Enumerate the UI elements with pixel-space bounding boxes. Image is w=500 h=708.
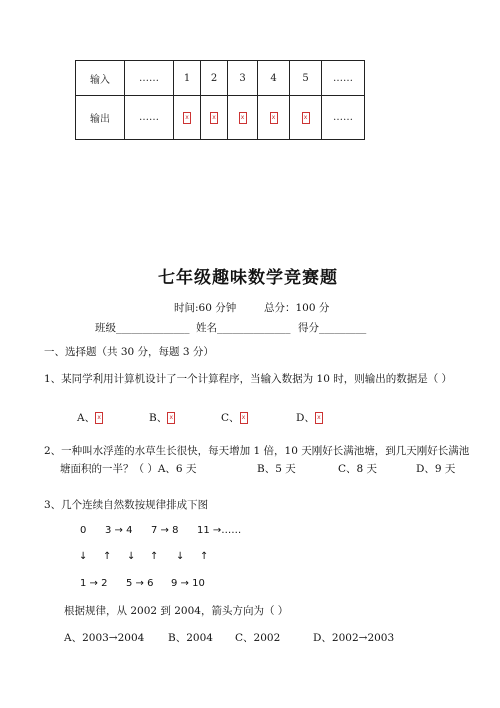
broken-image-icon: x (302, 112, 310, 124)
sequence-item: 0 (80, 525, 87, 536)
input-cell: …… (125, 61, 174, 96)
option-label: C、 (221, 412, 240, 424)
broken-image-icon: x (315, 412, 323, 424)
input-cell: 2 (201, 61, 228, 96)
output-cell (201, 96, 228, 140)
output-label: 输出 (76, 96, 125, 140)
total-score-info: 总分：100 分 (264, 302, 330, 314)
option-label: A、 (77, 412, 96, 424)
arrow-up: ↑ (200, 551, 209, 562)
arrow-down: ↓ (176, 551, 185, 562)
q3-option-c: C、2002 (235, 632, 281, 644)
sequence-item: 1 → 2 (80, 578, 108, 589)
q1-option-a (77, 410, 103, 425)
output-cell (258, 96, 290, 140)
broken-image-icon: x (210, 112, 218, 124)
arrow-up: ↑ (150, 551, 159, 562)
sequence-item: 11 →…… (197, 525, 242, 536)
output-cell (290, 96, 322, 140)
option-label: B、 (149, 412, 168, 424)
q3-option-d: D、2002→2003 (313, 632, 395, 644)
name-field: 姓名______________ (196, 322, 291, 334)
q3-option-b: B、2004 (168, 632, 213, 644)
io-table (75, 60, 365, 140)
q2-option-d: D、9 天 (416, 463, 456, 475)
q1-option-c (221, 410, 248, 425)
broken-image-icon: x (183, 112, 191, 124)
arrow-down: ↓ (79, 551, 88, 562)
section-heading: 一、选择题（共 30 分，每题 3 分） (44, 346, 214, 358)
question-2-line2: 塘面积的一半？（ ）A、6 天 (60, 463, 197, 475)
input-cell: …… (322, 61, 365, 96)
sequence-item: 9 → 10 (171, 578, 205, 589)
broken-image-icon: x (240, 412, 248, 424)
time-info: 时间:60 分钟 (174, 302, 237, 314)
broken-image-icon: x (95, 412, 103, 424)
sequence-item: 5 → 6 (126, 578, 154, 589)
sequence-item: 3 → 4 (105, 525, 133, 536)
output-cell: …… (322, 96, 365, 140)
input-cell: 5 (290, 61, 322, 96)
q3-option-a: A、2003→2004 (64, 632, 145, 644)
input-cell: 3 (228, 61, 258, 96)
arrow-up: ↑ (103, 551, 112, 562)
output-cell: …… (125, 96, 174, 140)
input-label: 输入 (76, 61, 125, 96)
sequence-item: 7 → 8 (151, 525, 179, 536)
question-3: 3、几个连续自然数按规律排成下图 (44, 499, 209, 511)
class-field: 班级______________ (95, 322, 190, 334)
q2-option-c: C、8 天 (338, 463, 378, 475)
question-1: 1、某同学利用计算机设计了一个计算程序，当输入数据为 10 时，则输出的数据是（ ） (44, 373, 453, 385)
question-3-prompt: 根据规律，从 2002 到 2004，箭头方向为（ ） (64, 605, 289, 617)
q1-option-d (296, 410, 323, 425)
broken-image-icon: x (167, 412, 175, 424)
output-cell (228, 96, 258, 140)
broken-image-icon: x (239, 112, 247, 124)
option-label: D、 (296, 412, 315, 424)
input-cell: 1 (174, 61, 201, 96)
broken-image-icon: x (270, 112, 278, 124)
q1-option-b (149, 410, 175, 425)
q2-option-b: B、5 天 (257, 463, 296, 475)
question-2-line1: 2、一种叫水浮莲的水草生长很快，每天增加 1 倍，10 天刚好长满池塘，到几天刚好长满池 (44, 445, 470, 457)
page-title: 七年级趣味数学竞赛题 (158, 268, 338, 288)
output-cell (174, 96, 201, 140)
input-cell: 4 (258, 61, 290, 96)
arrow-down: ↓ (127, 551, 136, 562)
score-field: 得分_________ (298, 322, 367, 334)
